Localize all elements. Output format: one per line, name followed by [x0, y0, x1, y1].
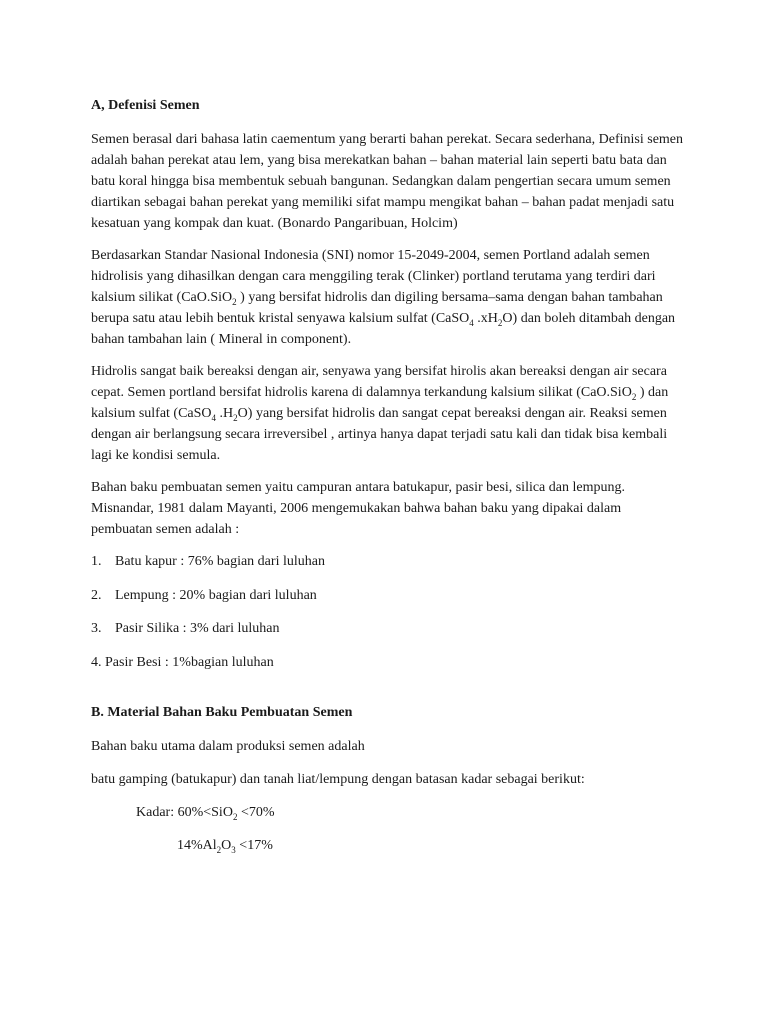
subscript: 2: [232, 296, 237, 307]
kadar-sio2: [91, 802, 686, 823]
raw-material-list: [91, 551, 686, 673]
text-run: .H: [216, 406, 234, 421]
text-run: ) yang bersifat hidrolis dan digiling bersama–sama dengan bahan tambahan berupa satu atau lebih bentuk kristal senyawa kalsium sulfat (CaSO: [91, 290, 663, 326]
list-item: [91, 585, 686, 606]
paragraph-bahan-utama: Bahan baku utama dalam produksi semen adalah: [91, 739, 365, 754]
text-run: O: [221, 838, 232, 853]
paragraph-definition: Semen berasal dari bahasa latin caementum yang berarti bahan perekat. Secara sederhana, Definisi semen adalah bahan perekat atau lem, yang bisa merekatkan bahan – bahan material lain seperti batu bata dan batu koral hingga bisa membentuk sebuah bangunan. Sedangkan dalam pengertian secara umum semen diartikan sebagai bahan perekat yang memiliki sifat mampu mengikat bahan – bahan padat menjadi satu kesatuan yang kompak dan kuat. (Bonardo Pangaribuan, Holcim): [91, 132, 684, 231]
list-number: 3.: [91, 621, 102, 636]
paragraph-bahan-baku: Bahan baku pembuatan semen yaitu campuran antara batukapur, pasir besi, silica dan lempung. Misnandar, 1981 dalam Mayanti, 2006 mengemukakan bahwa bahan baku yang dipakai dalam pembuatan semen adalah :: [91, 480, 625, 537]
text-run: <70%: [237, 805, 275, 820]
paragraph-sni: [91, 245, 686, 350]
section-spacer: [91, 685, 686, 703]
list-number: 2.: [91, 587, 102, 603]
text-run: O) yang bersifat hidrolis dan sangat cepat bereaksi dengan air. Reaksi semen dengan air berlangsung secara irreversibel , artinya hanya dapat terjadi satu kali dan tidak bisa kembali lagi ke kondisi semula.: [91, 406, 668, 463]
text-run: 14%Al: [177, 838, 217, 853]
list-item: [91, 551, 686, 572]
subscript: 2: [233, 412, 238, 423]
list-text: Batu kapur : 76% bagian dari luluhan: [115, 554, 325, 569]
subscript: 3: [231, 844, 236, 855]
subscript: 2: [232, 811, 238, 822]
list-text: Lempung : 20% bagian dari luluhan: [115, 587, 317, 603]
text-run: <17%: [235, 838, 273, 853]
list-item: [91, 618, 686, 639]
list-number: 1.: [91, 554, 102, 569]
subscript: 4: [469, 317, 474, 328]
text-run: Hidrolis sangat baik bereaksi dengan air, senyawa yang bersifat hirolis akan bereaksi dengan air secara cepat. Semen portland bersifat hidrolis karena di dalamnya terkandung kalsium silikat (CaO.SiO: [91, 364, 667, 400]
subscript: 2: [497, 317, 503, 328]
subscript: 4: [211, 412, 217, 423]
subscript: 2: [631, 391, 637, 402]
list-text: Pasir Silika : 3% dari luluhan: [115, 621, 280, 636]
kadar-al2o3: [91, 835, 686, 856]
paragraph-batasan-kadar: batu gamping (batukapur) dan tanah liat/lempung dengan batasan kadar sebagai berikut:: [91, 772, 585, 787]
text-run: O) dan boleh ditambah dengan bahan tambahan lain ( Mineral in component).: [91, 311, 676, 347]
section-b-heading: B. Material Bahan Baku Pembuatan Semen: [91, 705, 353, 720]
text-run: ) dan kalsium sulfat (CaSO: [91, 385, 669, 421]
document-body: [91, 96, 686, 868]
list-item-4: 4. Pasir Besi : 1%bagian luluhan: [91, 654, 274, 670]
paragraph-hidrolis: [91, 361, 686, 466]
text-run: Kadar: 60%<SiO: [136, 805, 233, 820]
subscript: 2: [216, 844, 222, 855]
text-run: Berdasarkan Standar Nasional Indonesia (SNI) nomor 15-2049-2004, semen Portland adalah semen hidrolisis yang dihasilkan dengan cara menggiling terak (Clinker) portland terutama yang terdiri dari kalsium silikat (CaO.SiO: [91, 248, 656, 305]
section-a-heading: A, Defenisi Semen: [91, 98, 200, 113]
text-run: .xH: [473, 311, 498, 326]
